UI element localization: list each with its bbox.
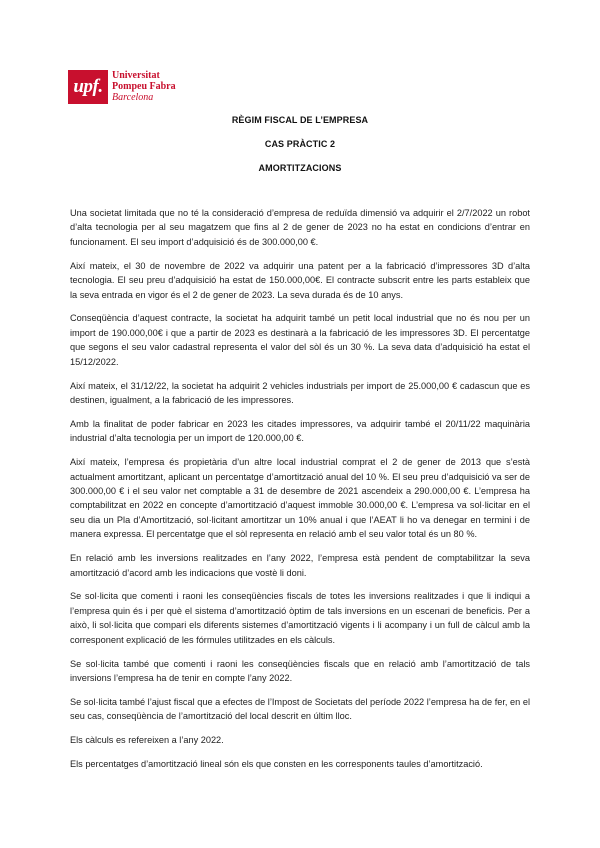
paragraph-request-consequences: Se sol·licita també que comenti i raoni les conseqüències fiscals que en relació amb l’amortització de tals inversions l’empresa ha de tenir en compte l’any 2022. — [70, 658, 530, 683]
topic-title: AMORTITZACIONS — [258, 163, 342, 173]
institution-line-2: Pompeu Fabra — [112, 81, 176, 92]
upf-logo-mark: upf. — [68, 70, 108, 104]
institution-line-1: Universitat — [112, 70, 160, 81]
paragraph-request-adjustment: Se sol·licita també l’ajust fiscal que a efectes de l’Impost de Societats del període 2022 l’empresa ha de fer, en el seu cas, conseqüència de l’amortització del local descrit en últim lloc. — [70, 696, 530, 722]
institution-name — [112, 70, 176, 103]
document-title: RÈGIM FISCAL DE L’EMPRESA — [231, 115, 369, 125]
document-body — [70, 206, 530, 781]
paragraph-calc-year: Els càlculs es refereixen a l’any 2022. — [70, 735, 224, 746]
paragraph-pending-amortization: En relació amb les inversions realitzades en l’any 2022, l’empresa està pendent de comptabilitzar la seva amortització d’acord amb les indicacions que vostè li doni. — [70, 553, 530, 578]
case-title: CAS PRÀCTIC 2 — [264, 139, 336, 149]
paragraph-machinery: Amb la finalitat de poder fabricar en 2023 les citades impressores, va adquirir també el 20/11/22 maquinària industrial d’alta tecnologia per un import de 120.000,00 €. — [70, 418, 530, 444]
paragraph-linear-rates: Els percentatges d’amortització lineal són els que consten en les corresponents taules d’amortització. — [70, 759, 483, 770]
paragraph-robot: Una societat limitada que no té la consideració d’empresa de reduïda dimensió va adquirir el 2/7/2022 un robot d’alta tecnologia per al seu magatzem que fins al 2 de gener de 2023 no ha estat en condicions d’entrar en funcionament. El seu import d’adquisició és de 300.000,00 €. — [70, 208, 530, 247]
paragraph-existing-local: Així mateix, l’empresa és propietària d’un altre local industrial comprat el 2 de gener de 2013 que s’està actualment amortitzant, aplicant un percentatge d’amortització anual del 10 %. El seu preu d’adquisició va ser de 300.000,00 € i el seu valor net comptable a 31 de desembre de 2021 ascendeix a 290.000,00 €. L’empresa ha comptabilitzat en 2022 en concepte d’amortització d’aquest immoble 30.000,00 €. L’empresa va sol·licitar en el seu dia un Pla d’Amortització, sol·licitant amortitzar un 10% anual i que l’AEAT li ho va denegar en termini i de manera expressa. El percentatge que el sòl representa en relació amb el seu valor total és un 80 %. — [70, 457, 530, 540]
paragraph-patent: Així mateix, el 30 de novembre de 2022 va adquirir una patent per a la fabricació d’impressores 3D d’alta tecnologia. El seu preu d’adquisició ha estat de 150.000,00€. El contracte subscrit entre les parts estableix que la seva entrada en vigor és el 2 de gener de 2023. La seva durada és de 10 anys. — [70, 260, 530, 300]
paragraph-vehicles: Així mateix, el 31/12/22, la societat ha adquirit 2 vehicles industrials per import de 25.000,00 € cadascun que es destinen, igualment, a la fabricació de les impressores. — [70, 380, 530, 405]
paragraph-local: Conseqüència d’aquest contracte, la societat ha adquirit també un petit local industrial que no és nou per un import de 190.000,00€ i que a partir de 2023 es destinarà a la fabricació de les impressores 3D. El percentatge que segons el seu valor cadastral representa el valor del sòl és un 30 %. La seva data d’adquisició ha estat el 15/12/2022. — [70, 313, 530, 367]
paragraph-request-systems: Se sol·licita que comenti i raoni les conseqüències fiscals de totes les inversions realitzades i que li indiqui a l’empresa quin és i per què el sistema d’amortització òptim de tals inversions en un escenari de beneficis. Per a això, li sol·licita que compari els diferents sistemes d’amortització vigents i li acompany i un full de càlcul amb la corresponent explicació de les fórmules utilitzades en els càlculs. — [70, 591, 530, 645]
institution-line-3: Barcelona — [112, 92, 154, 103]
